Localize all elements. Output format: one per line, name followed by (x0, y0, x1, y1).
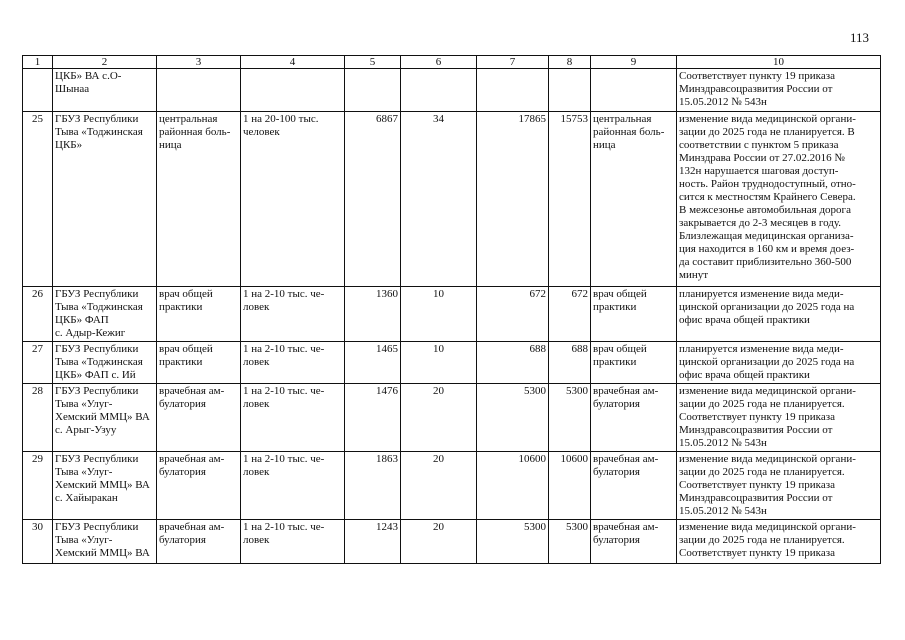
value-col-6: 10 (401, 287, 477, 342)
value-col-8: 5300 (549, 384, 591, 452)
organization-name: ГБУЗ Республики Тыва «Улуг- Хемский ММЦ» ВА (53, 520, 157, 564)
organization-name: ГБУЗ Республики Тыва «Тоджинская ЦКБ» (53, 112, 157, 287)
population-norm: 1 на 2-10 тыс. че- ловек (241, 342, 345, 384)
value-col-8 (549, 69, 591, 112)
row-index: 28 (23, 384, 53, 452)
value-col-8: 688 (549, 342, 591, 384)
note: изменение вида медицинской органи- зации до 2025 года не планируется. Соответствует пункту 19 приказа (677, 520, 881, 564)
value-col-5: 1465 (345, 342, 401, 384)
data-table (22, 55, 881, 564)
col-header: 3 (157, 56, 241, 69)
organization-name: ГБУЗ Республики Тыва «Тоджинская ЦКБ» ФАП с. Адыр-Кежиг (53, 287, 157, 342)
value-col-8: 672 (549, 287, 591, 342)
value-col-6: 20 (401, 384, 477, 452)
col-header: 4 (241, 56, 345, 69)
page-number: 113 (850, 30, 870, 45)
value-col-5: 1243 (345, 520, 401, 564)
table-row (23, 452, 881, 520)
organization-name: ГБУЗ Республики Тыва «Улуг- Хемский ММЦ» ВА с. Хайыракан (53, 452, 157, 520)
col-header: 9 (591, 56, 677, 69)
note: изменение вида медицинской органи- зации до 2025 года не планируется. Соответствует пункту 19 приказа Минздравсоцразвития России от 15.05.2012 № 543н (677, 452, 881, 520)
value-col-7: 17865 (477, 112, 549, 287)
row-index: 26 (23, 287, 53, 342)
organization-type (157, 69, 241, 112)
value-col-7: 5300 (477, 520, 549, 564)
value-col-7: 672 (477, 287, 549, 342)
population-norm: 1 на 2-10 тыс. че- ловек (241, 452, 345, 520)
organization-type: центральная районная боль- ница (157, 112, 241, 287)
note: изменение вида медицинской органи- зации до 2025 года не планируется. В соответствии с пунктом 5 приказа Минздрава России от 27.02.2016 № 132н нарушается шаговая доступ- ность. Район труднодоступный, отно- сится к местностям Крайнего Севера. В межсезонье автомобильная дорога закрывается до 2-3 месяцев в году. Близлежащая медицинская организа- ция находится в 160 км и время доез- да составит приблизительно 360-500 минут (677, 112, 881, 287)
planned-type: врач общей практики (591, 342, 677, 384)
value-col-5: 1476 (345, 384, 401, 452)
population-norm: 1 на 2-10 тыс. че- ловек (241, 384, 345, 452)
value-col-5 (345, 69, 401, 112)
col-header: 7 (477, 56, 549, 69)
value-col-5: 1863 (345, 452, 401, 520)
note: планируется изменение вида меди- цинской организации до 2025 года на офис врача общей практики (677, 342, 881, 384)
organization-type: врачебная ам- булатория (157, 520, 241, 564)
planned-type: врач общей практики (591, 287, 677, 342)
note: планируется изменение вида меди- цинской организации до 2025 года на офис врача общей практики (677, 287, 881, 342)
planned-type: врачебная ам- булатория (591, 452, 677, 520)
value-col-6 (401, 69, 477, 112)
population-norm: 1 на 20-100 тыс. человек (241, 112, 345, 287)
value-col-8: 15753 (549, 112, 591, 287)
col-header: 10 (677, 56, 881, 69)
value-col-8: 5300 (549, 520, 591, 564)
value-col-6: 34 (401, 112, 477, 287)
planned-type: центральная районная боль- ница (591, 112, 677, 287)
note: Соответствует пункту 19 приказа Минздравсоцразвития России от 15.05.2012 № 543н (677, 69, 881, 112)
organization-name: ГБУЗ Республики Тыва «Тоджинская ЦКБ» ФАП с. Ий (53, 342, 157, 384)
organization-type: врачебная ам- булатория (157, 384, 241, 452)
header-row (23, 56, 881, 69)
organization-type: врач общей практики (157, 342, 241, 384)
note: изменение вида медицинской органи- зации до 2025 года не планируется. Соответствует пункту 19 приказа Минздравсоцразвития России от 15.05.2012 № 543н (677, 384, 881, 452)
organization-type: врачебная ам- булатория (157, 452, 241, 520)
table-row (23, 287, 881, 342)
row-index: 29 (23, 452, 53, 520)
row-index: 25 (23, 112, 53, 287)
col-header: 2 (53, 56, 157, 69)
value-col-7: 5300 (477, 384, 549, 452)
value-col-5: 6867 (345, 112, 401, 287)
table-row (23, 69, 881, 112)
planned-type (591, 69, 677, 112)
col-header: 6 (401, 56, 477, 69)
table-row (23, 112, 881, 287)
value-col-6: 10 (401, 342, 477, 384)
population-norm (241, 69, 345, 112)
planned-type: врачебная ам- булатория (591, 384, 677, 452)
col-header: 8 (549, 56, 591, 69)
value-col-5: 1360 (345, 287, 401, 342)
value-col-7: 10600 (477, 452, 549, 520)
value-col-8: 10600 (549, 452, 591, 520)
population-norm: 1 на 2-10 тыс. че- ловек (241, 520, 345, 564)
table-row (23, 342, 881, 384)
col-header: 5 (345, 56, 401, 69)
table-row (23, 384, 881, 452)
col-header: 1 (23, 56, 53, 69)
value-col-7 (477, 69, 549, 112)
row-index (23, 69, 53, 112)
value-col-6: 20 (401, 452, 477, 520)
value-col-7: 688 (477, 342, 549, 384)
organization-name: ГБУЗ Республики Тыва «Улуг- Хемский ММЦ» ВА с. Арыг-Узуу (53, 384, 157, 452)
population-norm: 1 на 2-10 тыс. че- ловек (241, 287, 345, 342)
row-index: 30 (23, 520, 53, 564)
organization-name: ЦКБ» ВА с.О- Шынаа (53, 69, 157, 112)
planned-type: врачебная ам- булатория (591, 520, 677, 564)
table-row (23, 520, 881, 564)
row-index: 27 (23, 342, 53, 384)
value-col-6: 20 (401, 520, 477, 564)
organization-type: врач общей практики (157, 287, 241, 342)
